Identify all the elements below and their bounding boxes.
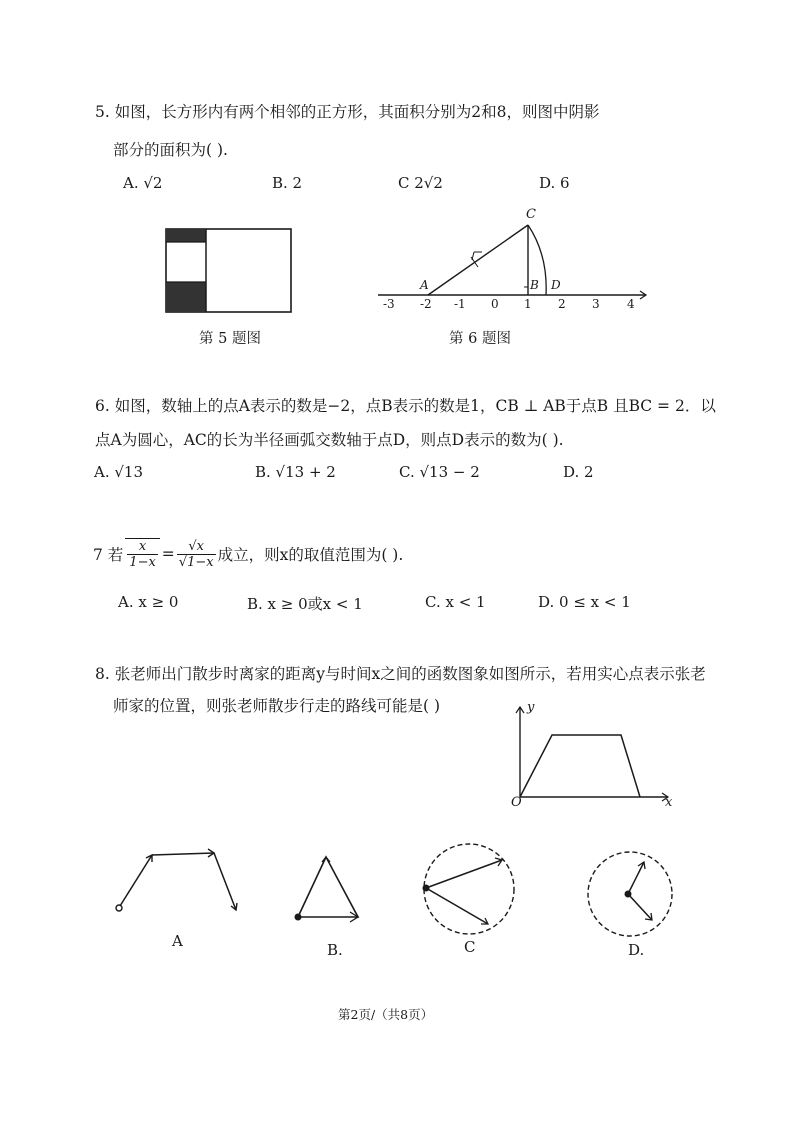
q7-rhs-denominator: √1−x xyxy=(178,554,214,570)
tick-label-neg3: -3 xyxy=(383,297,395,311)
q5-shaded-top xyxy=(166,229,206,242)
q5-shaded-bottom xyxy=(166,282,206,312)
point-label-a: A xyxy=(420,278,429,292)
point-label-c: C xyxy=(526,207,536,222)
tick-label-3: 3 xyxy=(592,297,600,311)
q7-rhs-numerator: √x xyxy=(177,539,216,555)
q8-option-c-label: C xyxy=(464,938,476,956)
q8-option-c-figure xyxy=(418,838,520,940)
q6-figure-caption: 第 6 题图 xyxy=(449,331,511,347)
q5-option-d: D. 6 xyxy=(539,174,570,192)
tick-label-0: 0 xyxy=(491,297,499,311)
q5-figure xyxy=(165,228,293,314)
q6-option-b: B. √13 + 2 xyxy=(255,463,336,481)
q8-option-b-figure xyxy=(290,852,370,922)
q7-lhs-denominator: 1−x xyxy=(129,555,156,570)
q6-option-d: D. 2 xyxy=(563,463,594,481)
q5-option-c: C 2√2 xyxy=(398,174,443,192)
tick-label-1: 1 xyxy=(524,297,532,311)
q8-stem-line2: 师家的位置，则张老师散步行走的路线可能是( ) xyxy=(113,697,441,715)
q5-figure-caption: 第 5 题图 xyxy=(199,331,261,347)
graph-origin-label: O xyxy=(511,795,522,810)
q7-prefix: 7 若 xyxy=(93,546,124,564)
q8-graph xyxy=(510,705,675,810)
q7-equals: = xyxy=(161,545,175,563)
q7-option-b: B. x ≥ 0或x < 1 xyxy=(247,595,363,613)
q7-stem xyxy=(93,538,403,570)
point-label-d: D xyxy=(551,278,561,292)
graph-y-label: y xyxy=(527,700,535,715)
q7-lhs-fraction xyxy=(127,539,158,570)
q8-option-a-figure xyxy=(112,848,242,918)
q7-lhs-radical xyxy=(125,538,160,570)
distance-curve xyxy=(520,735,640,797)
q8-option-b-label: B. xyxy=(327,941,343,959)
segment-ac xyxy=(428,225,528,295)
q7-option-c: C. x < 1 xyxy=(425,593,486,611)
q5-stem-line1: 5. 如图，长方形内有两个相邻的正方形，其面积分别为2和8，则图中阴影 xyxy=(95,103,600,121)
page-footer: 第2页/（共8页） xyxy=(338,1007,434,1022)
q8-option-a-label: A xyxy=(172,932,183,950)
tick-label-2: 2 xyxy=(558,297,566,311)
q6-stem-line2: 点A为圆心，AC的长为半径画弧交数轴于点D，则点D表示的数为( ). xyxy=(95,431,564,449)
point-label-b: B xyxy=(530,278,539,292)
tick-label-neg1: -1 xyxy=(454,297,466,311)
tick-label-4: 4 xyxy=(627,297,635,311)
q8-option-d-figure xyxy=(584,848,676,940)
q5-option-b: B. 2 xyxy=(272,174,303,192)
q7-lhs-numerator: x xyxy=(127,539,158,555)
q5-stem-line2: 部分的面积为( ). xyxy=(113,141,228,159)
q7-option-a: A. x ≥ 0 xyxy=(118,593,179,611)
q5-option-a: A. √2 xyxy=(123,174,163,192)
q6-option-c: C. √13 − 2 xyxy=(399,463,480,481)
q7-option-d: D. 0 ≤ x < 1 xyxy=(538,593,631,611)
q6-option-a: A. √13 xyxy=(94,463,144,481)
q8-stem-line1: 8. 张老师出门散步时离家的距离y与时间x之间的函数图象如图所示，若用实心点表示张老 xyxy=(95,665,706,683)
q6-stem-line1: 6. 如图，数轴上的点A表示的数是−2，点B表示的数是1，CB ⊥ AB于点B 且BC = 2．以 xyxy=(95,397,716,415)
q8-option-d-label: D. xyxy=(628,941,645,959)
q7-suffix: 成立，则x的取值范围为( ). xyxy=(217,546,404,564)
graph-x-label: x xyxy=(665,795,673,810)
tick-label-neg2: -2 xyxy=(420,297,432,311)
q7-rhs-fraction xyxy=(177,539,216,570)
